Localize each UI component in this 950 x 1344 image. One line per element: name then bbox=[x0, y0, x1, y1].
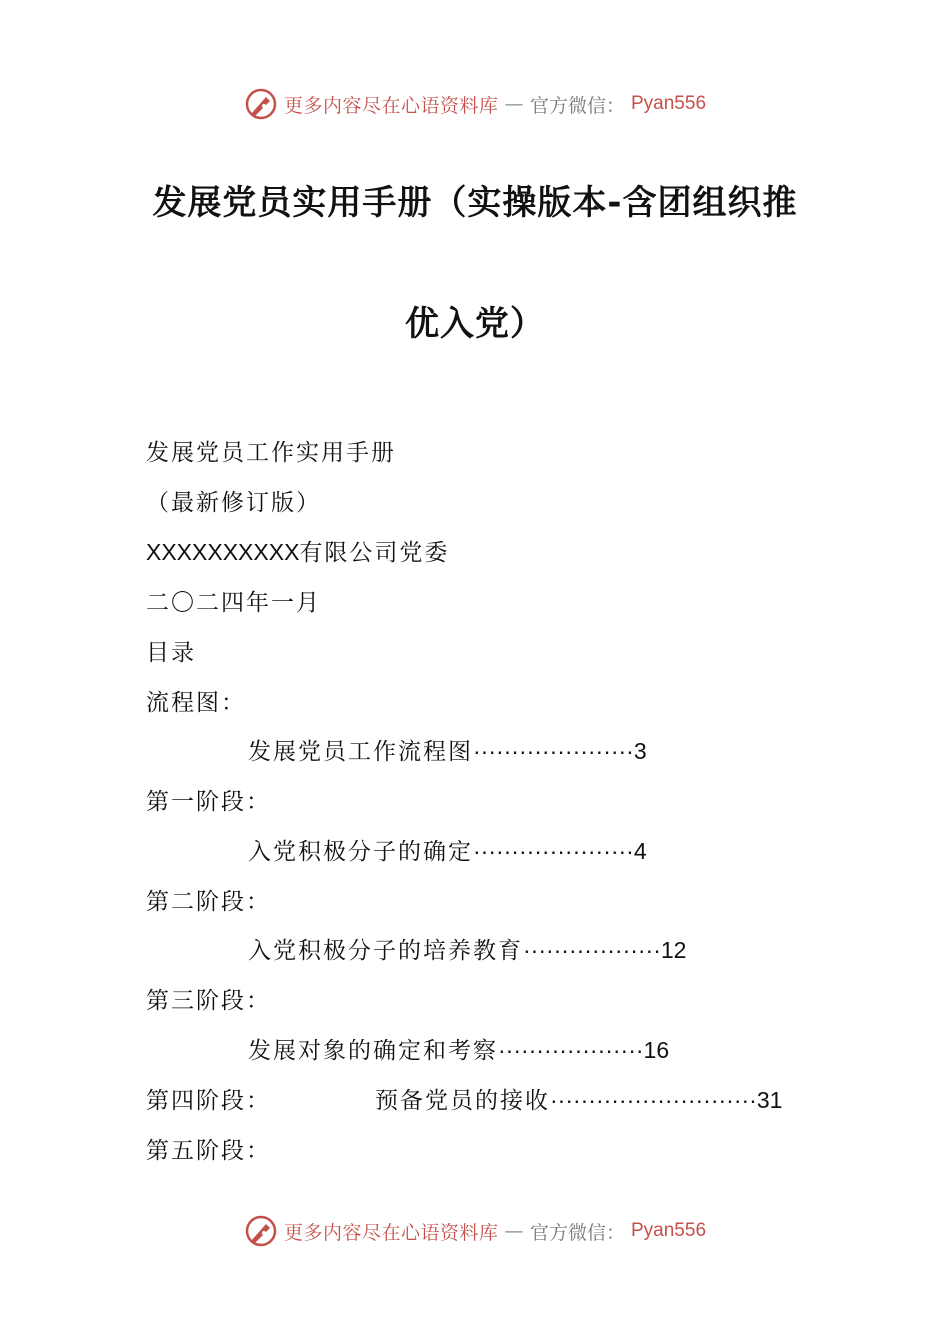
header-watermark bbox=[0, 84, 950, 124]
toc-section-label: 第二阶段： bbox=[146, 889, 271, 915]
pen-nib-logo-icon bbox=[244, 87, 278, 121]
toc-entry-title: 预备党员的接收 bbox=[375, 1088, 550, 1114]
toc-leader-dots: ··························· bbox=[550, 1087, 757, 1113]
document-title-line2: 优入党） bbox=[405, 304, 545, 344]
toc-page-number: 16 bbox=[643, 1037, 670, 1063]
organization-code: XXXXXXXXXX bbox=[146, 539, 300, 565]
toc-section-label: 流程图： bbox=[146, 690, 246, 716]
toc-leader-dots: ··················· bbox=[498, 1037, 644, 1063]
toc-page-number: 31 bbox=[756, 1087, 783, 1113]
toc-entry-title: 发展对象的确定和考察 bbox=[248, 1038, 498, 1064]
toc-section-label: 第一阶段： bbox=[146, 789, 271, 815]
toc-page-number: 3 bbox=[633, 738, 647, 764]
document-date: 二〇二四年一月 bbox=[146, 590, 321, 616]
toc-section-label: 第三阶段： bbox=[146, 988, 271, 1014]
toc-leader-dots: ····················· bbox=[473, 738, 634, 764]
footer-watermark bbox=[0, 1211, 950, 1251]
document-title-line1: 发展党员实用手册（实操版本-含团组织推 bbox=[152, 183, 798, 223]
toc-page-number: 4 bbox=[633, 838, 647, 864]
pen-nib-logo-icon bbox=[244, 1214, 278, 1248]
toc-leader-dots: ·················· bbox=[523, 937, 661, 963]
edition-label: （最新修订版） bbox=[146, 490, 321, 516]
toc-entry-title: 入党积极分子的确定 bbox=[248, 839, 473, 865]
watermark-wechat-label: 官方微信： bbox=[529, 94, 625, 117]
toc-entry[interactable] bbox=[248, 833, 647, 866]
manual-heading: 发展党员工作实用手册 bbox=[146, 440, 396, 466]
toc-entry[interactable] bbox=[248, 1032, 669, 1065]
watermark-separator: — bbox=[504, 1220, 524, 1242]
watermark-separator: — bbox=[504, 93, 524, 115]
watermark-text: 更多内容尽在心语资料库 bbox=[283, 1221, 499, 1244]
watermark-wechat-id: Pyan556 bbox=[631, 93, 707, 114]
toc-section-label: 第四阶段： bbox=[146, 1088, 271, 1114]
organization-line bbox=[146, 534, 449, 567]
toc-entry[interactable] bbox=[248, 932, 686, 965]
toc-entry-title: 入党积极分子的培养教育 bbox=[248, 938, 523, 964]
toc-section-label: 第五阶段： bbox=[146, 1138, 271, 1164]
toc-heading: 目录 bbox=[146, 640, 196, 666]
watermark-wechat-id: Pyan556 bbox=[631, 1220, 707, 1241]
toc-entry-title: 发展党员工作流程图 bbox=[248, 739, 473, 765]
watermark-text: 更多内容尽在心语资料库 bbox=[283, 94, 499, 117]
toc-entry[interactable] bbox=[248, 733, 647, 766]
watermark-wechat-label: 官方微信： bbox=[529, 1221, 625, 1244]
toc-page-number: 12 bbox=[660, 937, 687, 963]
toc-leader-dots: ····················· bbox=[473, 838, 634, 864]
organization-name: 有限公司党委 bbox=[299, 540, 450, 566]
toc-entry[interactable] bbox=[375, 1082, 782, 1115]
